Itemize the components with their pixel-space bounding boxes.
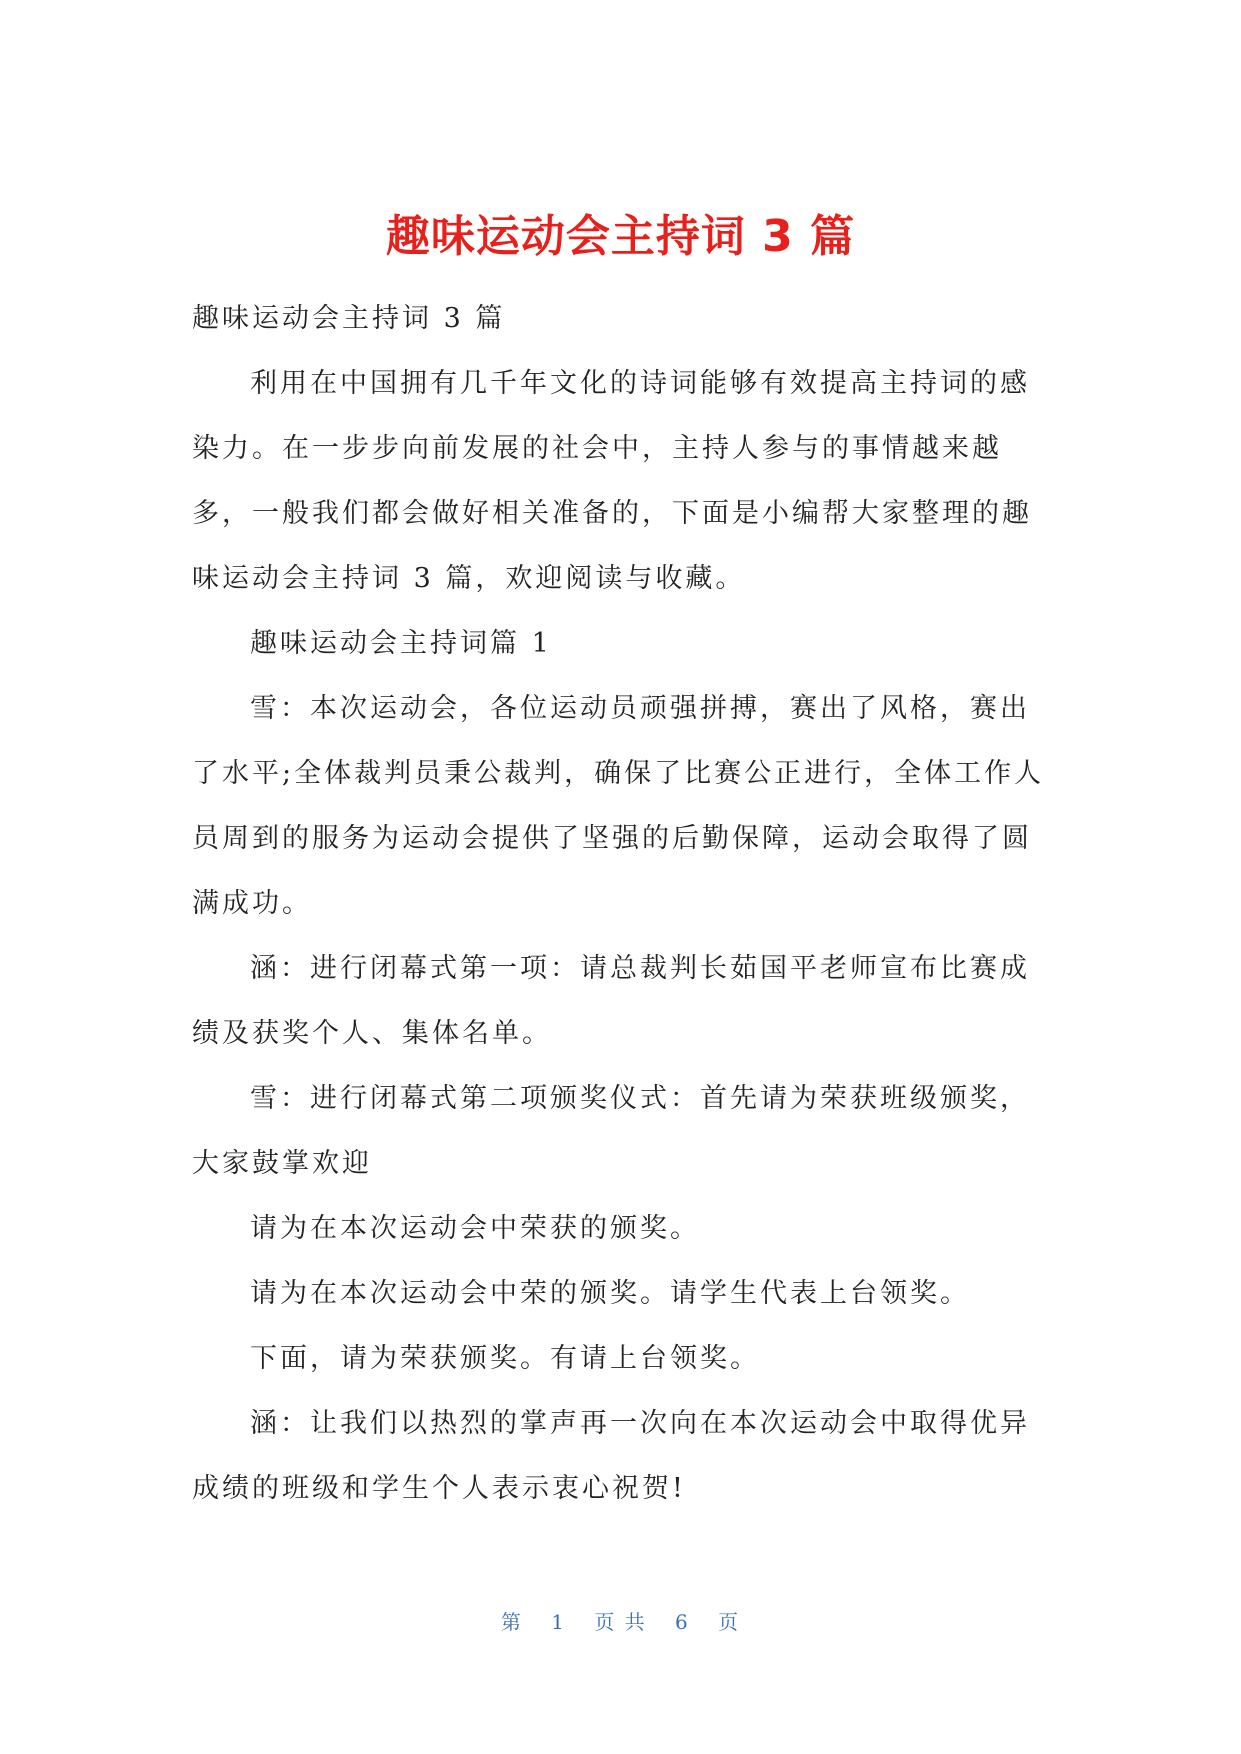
- document-body: [192, 286, 1052, 1521]
- paragraph: 雪：本次运动会，各位运动员顽强拼搏，赛出了风格，赛出了水平;全体裁判员秉公裁判，确保了比赛公正进行，全体工作人员周到的服务为运动会提供了坚强的后勤保障，运动会取得了圆满成功。: [192, 693, 1045, 919]
- footer-label-page: 第: [500, 1610, 523, 1634]
- footer-total-pages: 6: [675, 1610, 690, 1634]
- paragraph: 雪：进行闭幕式第二项颁奖仪式：首先请为荣获班级颁奖，大家鼓掌欢迎: [192, 1083, 1030, 1179]
- paragraph-section-heading: 趣味运动会主持词篇 1: [250, 628, 552, 659]
- paragraph: 下面，请为荣获颁奖。有请上台领奖。: [250, 1343, 760, 1374]
- footer-label-end: 页: [718, 1610, 741, 1634]
- paragraph-intro: 利用在中国拥有几千年文化的诗词能够有效提高主持词的感染力。在一步步向前发展的社会中，主持人参与的事情越来越多，一般我们都会做好相关准备的，下面是小编帮大家整理的趣味运动会主持词 3 篇，欢迎阅读与收藏。: [192, 368, 1032, 594]
- document-title: 趣味运动会主持词 3 篇: [385, 211, 856, 262]
- paragraph: 涵：让我们以热烈的掌声再一次向在本次运动会中取得优异成绩的班级和学生个人表示衷心祝贺!: [192, 1408, 1030, 1504]
- footer-current-page: 1: [551, 1610, 566, 1634]
- paragraph: 涵：进行闭幕式第一项：请总裁判长茹国平老师宣布比赛成绩及获奖个人、集体名单。: [192, 953, 1030, 1049]
- paragraph: 请为在本次运动会中荣的颁奖。请学生代表上台领奖。: [250, 1278, 970, 1309]
- page-footer: [0, 1606, 1241, 1635]
- footer-label-of: 页 共: [594, 1610, 647, 1634]
- paragraph-subtitle: 趣味运动会主持词 3 篇: [192, 303, 506, 334]
- paragraph: 请为在本次运动会中荣获的颁奖。: [250, 1213, 700, 1244]
